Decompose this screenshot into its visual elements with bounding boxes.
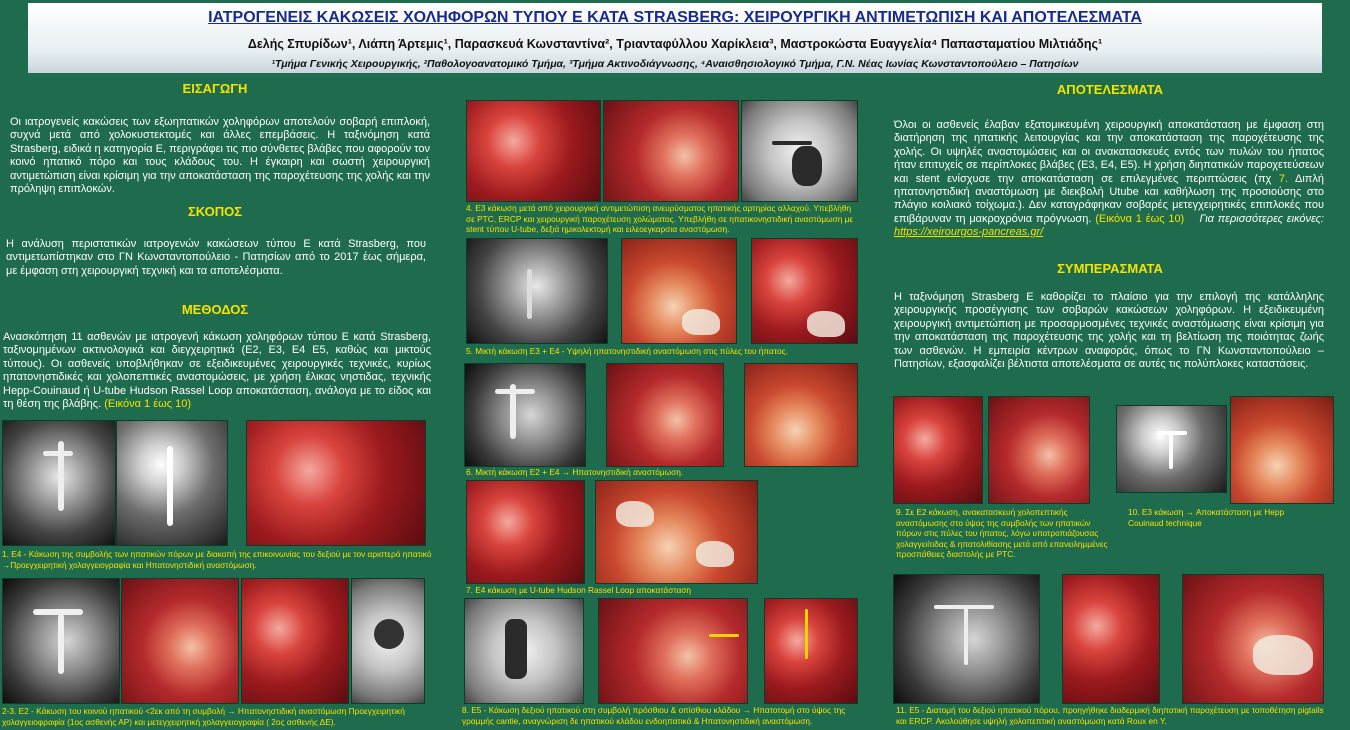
results-figure-ref: (Εικόνα 1 έως 10) — [1095, 212, 1185, 225]
fig5-surgical-photo-b — [751, 238, 858, 344]
caption-fig10: 10. Ε3 κάκωση → Αποκατάσταση με Hepp Couinaud technique — [1128, 507, 1285, 528]
aim-text: Η ανάλυση περιστατικών ιατρογενών κακώσεων τύπου Ε κατά Strasberg, που αντιμετωπίστηκαν στο ΓΝ Κωνσταντοπούλειο - Πατησίων από το 2017 έως σήμερα, με έμφαση στη χειρουργική τεχνική και τα αποτελέσματα. — [6, 238, 426, 277]
poster-affiliations: ¹Τμήμα Γενικής Χειρουργικής, ²Παθολογοανατομικό Τμήμα, ³Τμήμα Ακτινοδιάγνωσης, ⁴Αναισθησιολογικό Τμήμα, Γ.Ν. Νέας Ιωνίας Κωνσταντοπούλειο – Πατησίων — [271, 58, 1079, 70]
poster-authors: Δελής Σπυρίδων¹, Λιάπη Άρτεμις¹, Παρασκευά Κωνσταντίνα², Τριανταφύλλου Χαρίκλεια³, Μαστροκώστα Ευαγγελία⁴ Παπασταματίου Μιλτιάδης¹ — [247, 37, 1103, 51]
fig9-surgical-photo-a — [893, 396, 983, 504]
intro-heading: ΕΙΣΑΓΩΓΗ — [182, 81, 248, 96]
fig7-surgical-photo-b — [595, 480, 758, 584]
fig1-cholangiogram-b — [116, 420, 228, 546]
fig4-surgical-photo-a — [466, 100, 601, 202]
results-fig-ref-7: 7. — [1278, 172, 1289, 185]
fig6-cholangiogram — [464, 363, 586, 467]
fig2-surgical-photo — [121, 578, 239, 704]
results-heading: ΑΠΟΤΕΛΕΣΜΑΤΑ — [1056, 82, 1164, 97]
caption-fig8: 8. Ε5 - Κάκωση δεξιού ηπατικού στη συμβολή πρόσθιου & οπίσθιου κλάδου → Ηπατοτομή στο ύψος της γραμμής cantie, αναγνώριση δε ηπατικού κλάδου ενδοηπατικά & Ηπατονηστιδική αναστόμωση. — [462, 705, 846, 726]
caption-fig4: 4. Ε3 κάκωση μετά από χειρουργική αντιμετώπιση ανευρύσματος ηπατικής αρτηρίας αλλαχού. Υπεβλήθη σε PTC, ERCP και χειρουργική παροχέτευση χολώματος. Υπεβλήθη σε ηπατικονηστιδική αναστόμωση με stent τύπου U-tube, δεξιά ημικολεκτομή και ειλεοεγκαρσια αναστόμωση. — [466, 203, 854, 234]
results-body-2: Διπλή ηπατονηστιδική αναστόμωση με διεκβολή Utube και καθήλωση της προσιούσης στο πλάγιο κοιλιακό τοίχωμα.). Δεν καταγράφηκαν σοβαρές μετεγχειρητικές επιπλοκές που επιβάρυναν τη μακροχρόνια πρόγνωση. — [894, 172, 1325, 225]
fig6-surgical-photo-a — [606, 363, 724, 467]
results-website-link[interactable]: https://xeirourgos-pancreas.gr/ — [894, 226, 1044, 239]
conclusions-text: Η ταξινόμηση Strasberg Ε καθορίζει το πλαίσιο για την επιλογή της κατάλληλης χειρουργικής προσέγγισης των σοβαρών κακώσεων χοληφόρων. Η εξειδικευμένη χειρουργική αντιμετώπιση με προσαρμοσμένες τεχνικές αναστόμωσης είναι κρίσιμη για την αποκατάσταση της παροχέτευσης της χολής και τη βελτίωση της ποιότητας ζωής των ασθενών. Η εμπειρία κέντρων αναφοράς, όπως το ΓΝ Κωνσταντοπούλειο – Πατησίων, εξασφαλίζει βέλτιστα αποτελέσματα σε αυτές τις πολύπλοκες καταστάσεις. — [894, 291, 1324, 371]
caption-fig2-3: 2-3. Ε2 - Κάκωση του κοινού ηπατικού <2εκ από τη συμβολή → Ηπατονηστιδική αναστόμωση Προεγχειρητική χολαγγειοφραφία (1ος ασθενής ΑΡ) και μετεγχειρητική χολαγγειογραφία ( 2ος ασθενής ΔΕ). — [2, 706, 405, 727]
caption-fig6: 6. Μικτή κάκωση Ε2 + Ε4 → Ηπατονηστιδική αναστόμωση. — [466, 467, 684, 477]
fig8-surgical-photo-b — [764, 598, 858, 704]
results-more-images: Για περισσότερες εικόνες: — [1199, 212, 1324, 225]
poster-header — [28, 3, 1322, 73]
conclusions-heading: ΣΥΜΠΕΡΑΣΜΑΤΑ — [1057, 261, 1163, 276]
fig9-surgical-photo-b — [988, 396, 1090, 504]
fig8-surgical-photo-a — [598, 598, 748, 704]
fig5-cholangiogram — [466, 238, 608, 344]
fig11-surgical-photo-b — [1182, 574, 1324, 704]
caption-fig11: 11. Ε5 - Διατομή του δεξιού ηπατικού πόρου, προηγήθηκε διαδερμική διηπατική παροχέτευση με τοποθέτηση pigtails και ERCP. Ακολούθησε υψηλή χολοπεπτική αναστόμωση κατά Roux en Y. — [896, 705, 1324, 726]
fig5-surgical-photo-a — [621, 238, 737, 344]
methods-figure-ref: (Εικόνα 1 έως 10) — [104, 398, 191, 411]
caption-fig1: 1. Ε4 - Κάκωση της συμβολής των ηπατικών πόρων με διακοπή της επικοινωνίας του δεξιού με τον αριστερό ηπατικό →Προεγχειρητική χολαγγειογραφία και Ηπατονηστιδική αναστόμωση. — [2, 549, 432, 570]
fig11-surgical-photo-a — [1062, 574, 1160, 704]
intro-text: Οι ιατρογενείς κακώσεις των εξωηπατικών χοληφόρων αποτελούν σοβαρή επιπλοκή, συχνά μετά από χολοκυστεκτομές και άλλες επεμβάσεις. Η ταξινόμηση κατά Strasberg, ειδικά η κατηγορία Ε, περιγράφει τις πιο σύνθετες βλάβες που αφορούν τον κοινό ηπατικό πόρο και τους κλάδους του. Η έγκαιρη και σωστή χειρουργική αντιμετώπιση είναι κρίσιμη για την αποκατάσταση της παροχέτευσης της χολής και την πρόληψη επιπλοκών. — [10, 116, 430, 196]
fig3-surgical-photo — [241, 578, 349, 704]
caption-fig9: 9. Σε Ε2 κάκωση, ανακατασκευή χολοπεπτικής αναστόμωσης στο ύψος της συμβολής των ηπατικών πόρων στις πύλες του ήπατος, λόγω υποτροπιάζουσας χολαγγειίτιδας & ηπατολιθίασης μετά από επανειλημμένες προσπάθειες διαστολής με PTC. — [896, 507, 1108, 559]
fig3-cholangiogram — [351, 578, 425, 704]
fig1-surgical-photo — [246, 420, 426, 546]
fig1-cholangiogram-a — [2, 420, 116, 546]
fig4-cholangiogram — [741, 100, 858, 202]
results-text — [894, 119, 1324, 240]
fig10-surgical-photo — [1230, 396, 1334, 504]
fig11-cholangiogram — [893, 574, 1040, 704]
fig6-surgical-photo-b — [744, 363, 858, 467]
aim-heading: ΣΚΟΠΟΣ — [187, 204, 242, 219]
fig10-cholangiogram — [1116, 405, 1227, 493]
fig2-cholangiogram — [2, 578, 120, 704]
methods-body: Ανασκόπηση 11 ασθενών με ιατρογενή κάκωση χοληφόρων τύπου Ε κατά Strasberg, ταξινομημένων ακτινολογικά και διεγχειρητικά (Ε2, Ε3, Ε4 Ε5, καθώς και μικτούς τύπους). Οι ασθενείς υποβλήθηκαν σε εξειδικευμένες χειρουργικές τεχνικές, κυρίως ηπατονηστιδικές και χολοπεπτικές αναστομώσεις, με χρήση έλικας νηστιδας, τεχνικής Hepp-Couinaud ή U-tube Hudson Rassel Loop αποκατάσταση, ανάλογα με το είδος και τη θέση της βλάβης. — [3, 331, 431, 411]
fig7-surgical-photo-a — [466, 480, 585, 584]
results-body-1: Όλοι οι ασθενείς έλαβαν εξατομικευμένη χειρουργική αποκατάσταση με έμφαση στη διατήρηση της ηπατικής λειτουργίας και την αποκατάσταση της παροχέτευσης της χολής. Οι υψηλές αναστομώσεις και οι ανακατασκευές εντός των πυλών του ήπατος ήταν επιτυχείς σε περίπλοκες βλάβες (Ε3, Ε4, Ε5). Η χρήση διηπατικών παροχετεύσεων και stent ενίσχυσε την αποκατάσταση σε επιλεγμένες περιπτώσεις (πχ — [894, 119, 1324, 185]
methods-heading: ΜΕΘΟΔΟΣ — [181, 302, 249, 317]
fig4-surgical-photo-b — [603, 100, 739, 202]
caption-fig7: 7. Ε4 κάκωση με U-tube Hudson Rassel Loop αποκατάσταση — [466, 585, 692, 595]
caption-fig5: 5. Μικτή κάκωση Ε3 + Ε4 - Υψηλή ηπατονηστιδική αναστόμωση στις πύλες του ήπατος. — [466, 346, 788, 356]
poster-title: ΙΑΤΡΟΓΕΝΕΙΣ ΚΑΚΩΣΕΙΣ ΧΟΛΗΦΟΡΩΝ ΤΥΠΟΥ Ε ΚΑΤΑ STRASBERG: ΧΕΙΡΟΥΡΓΙΚΗ ΑΝΤΙΜΕΤΩΠΙΣΗ ΚΑΙ ΑΠΟΤΕΛΕΣΜΑΤΑ — [208, 9, 1142, 26]
fig8-cholangiogram — [464, 598, 584, 704]
methods-text — [3, 331, 431, 411]
